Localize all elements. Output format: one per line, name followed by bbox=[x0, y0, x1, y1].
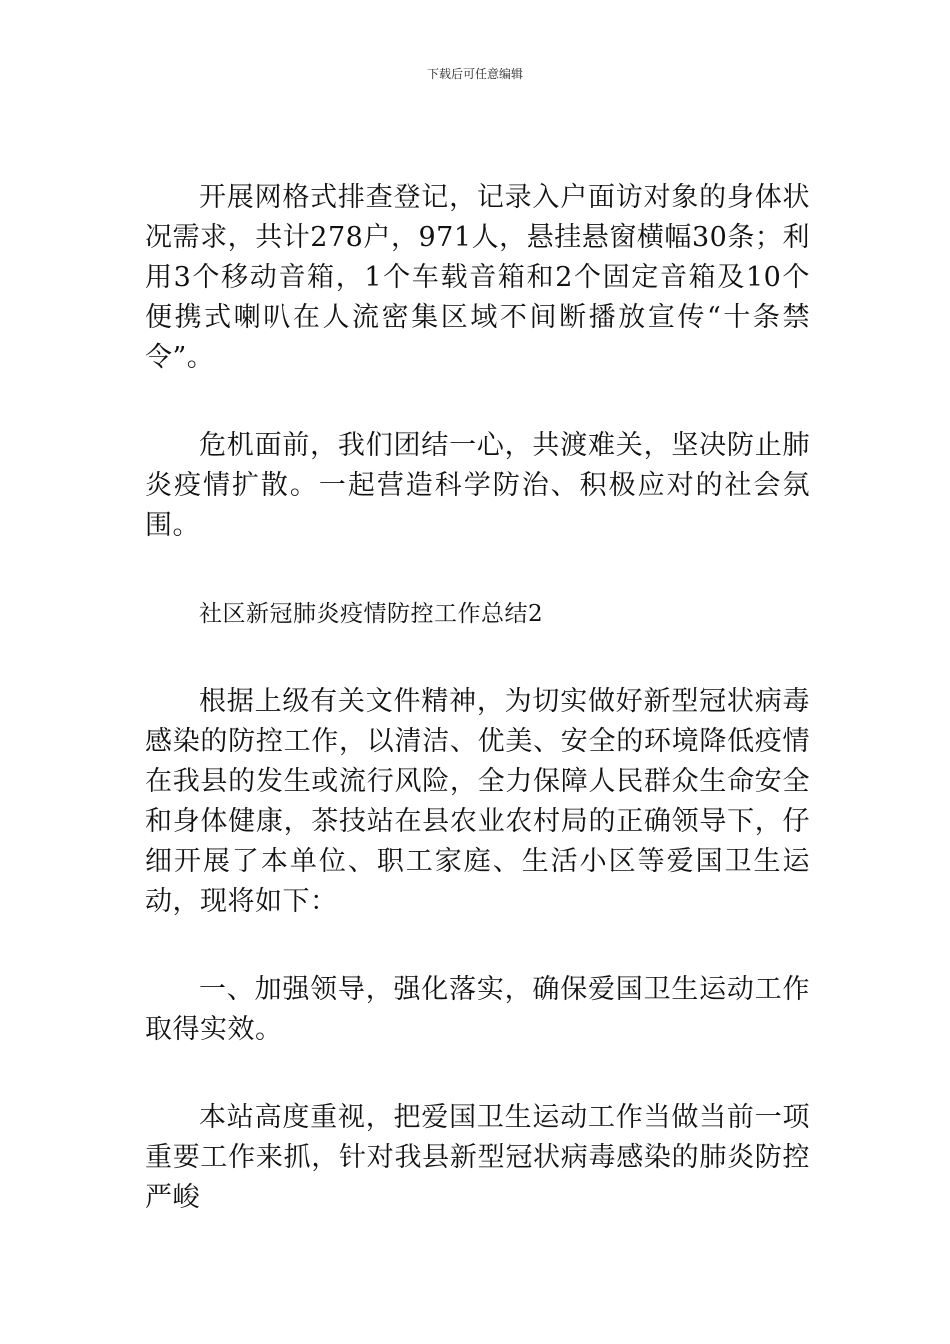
paragraph-grid-survey: 开展网格式排查登记，记录入户面访对象的身体状况需求，共计278户，971人，悬挂悬窗横幅30条；利用3个移动音箱，1个车载音箱和2个固定音箱及10个便携式喇叭在人流密集区域不间断播放宣传“十条禁令”。 bbox=[145, 182, 810, 373]
document-body bbox=[145, 178, 810, 1266]
paragraph-crisis-unity: 危机面前，我们团结一心，共渡难关，坚决防止肺炎疫情扩散。一起营造科学防治、积极应对的社会氛围。 bbox=[145, 430, 810, 541]
page-header: 下载后可任意编辑 bbox=[426, 67, 523, 81]
paragraph-station-focus: 本站高度重视，把爱国卫生运动工作当做当前一项重要工作来抓，针对我县新型冠状病毒感染的肺炎防控严峻 bbox=[145, 1102, 810, 1213]
paragraph-intro: 根据上级有关文件精神，为切实做好新型冠状病毒感染的防控工作，以清洁、优美、安全的环境降低疫情在我县的发生或流行风险，全力保障人民群众生命安全和身体健康，茶技站在县农业农村局的正确领导下，仔细开展了本单位、职工家庭、生活小区等爱国卫生运动，现将如下： bbox=[145, 686, 810, 917]
section-title: 社区新冠肺炎疫情防控工作总结2 bbox=[199, 601, 544, 627]
paragraph-point-one: 一、加强领导，强化落实，确保爱国卫生运动工作取得实效。 bbox=[145, 974, 810, 1045]
